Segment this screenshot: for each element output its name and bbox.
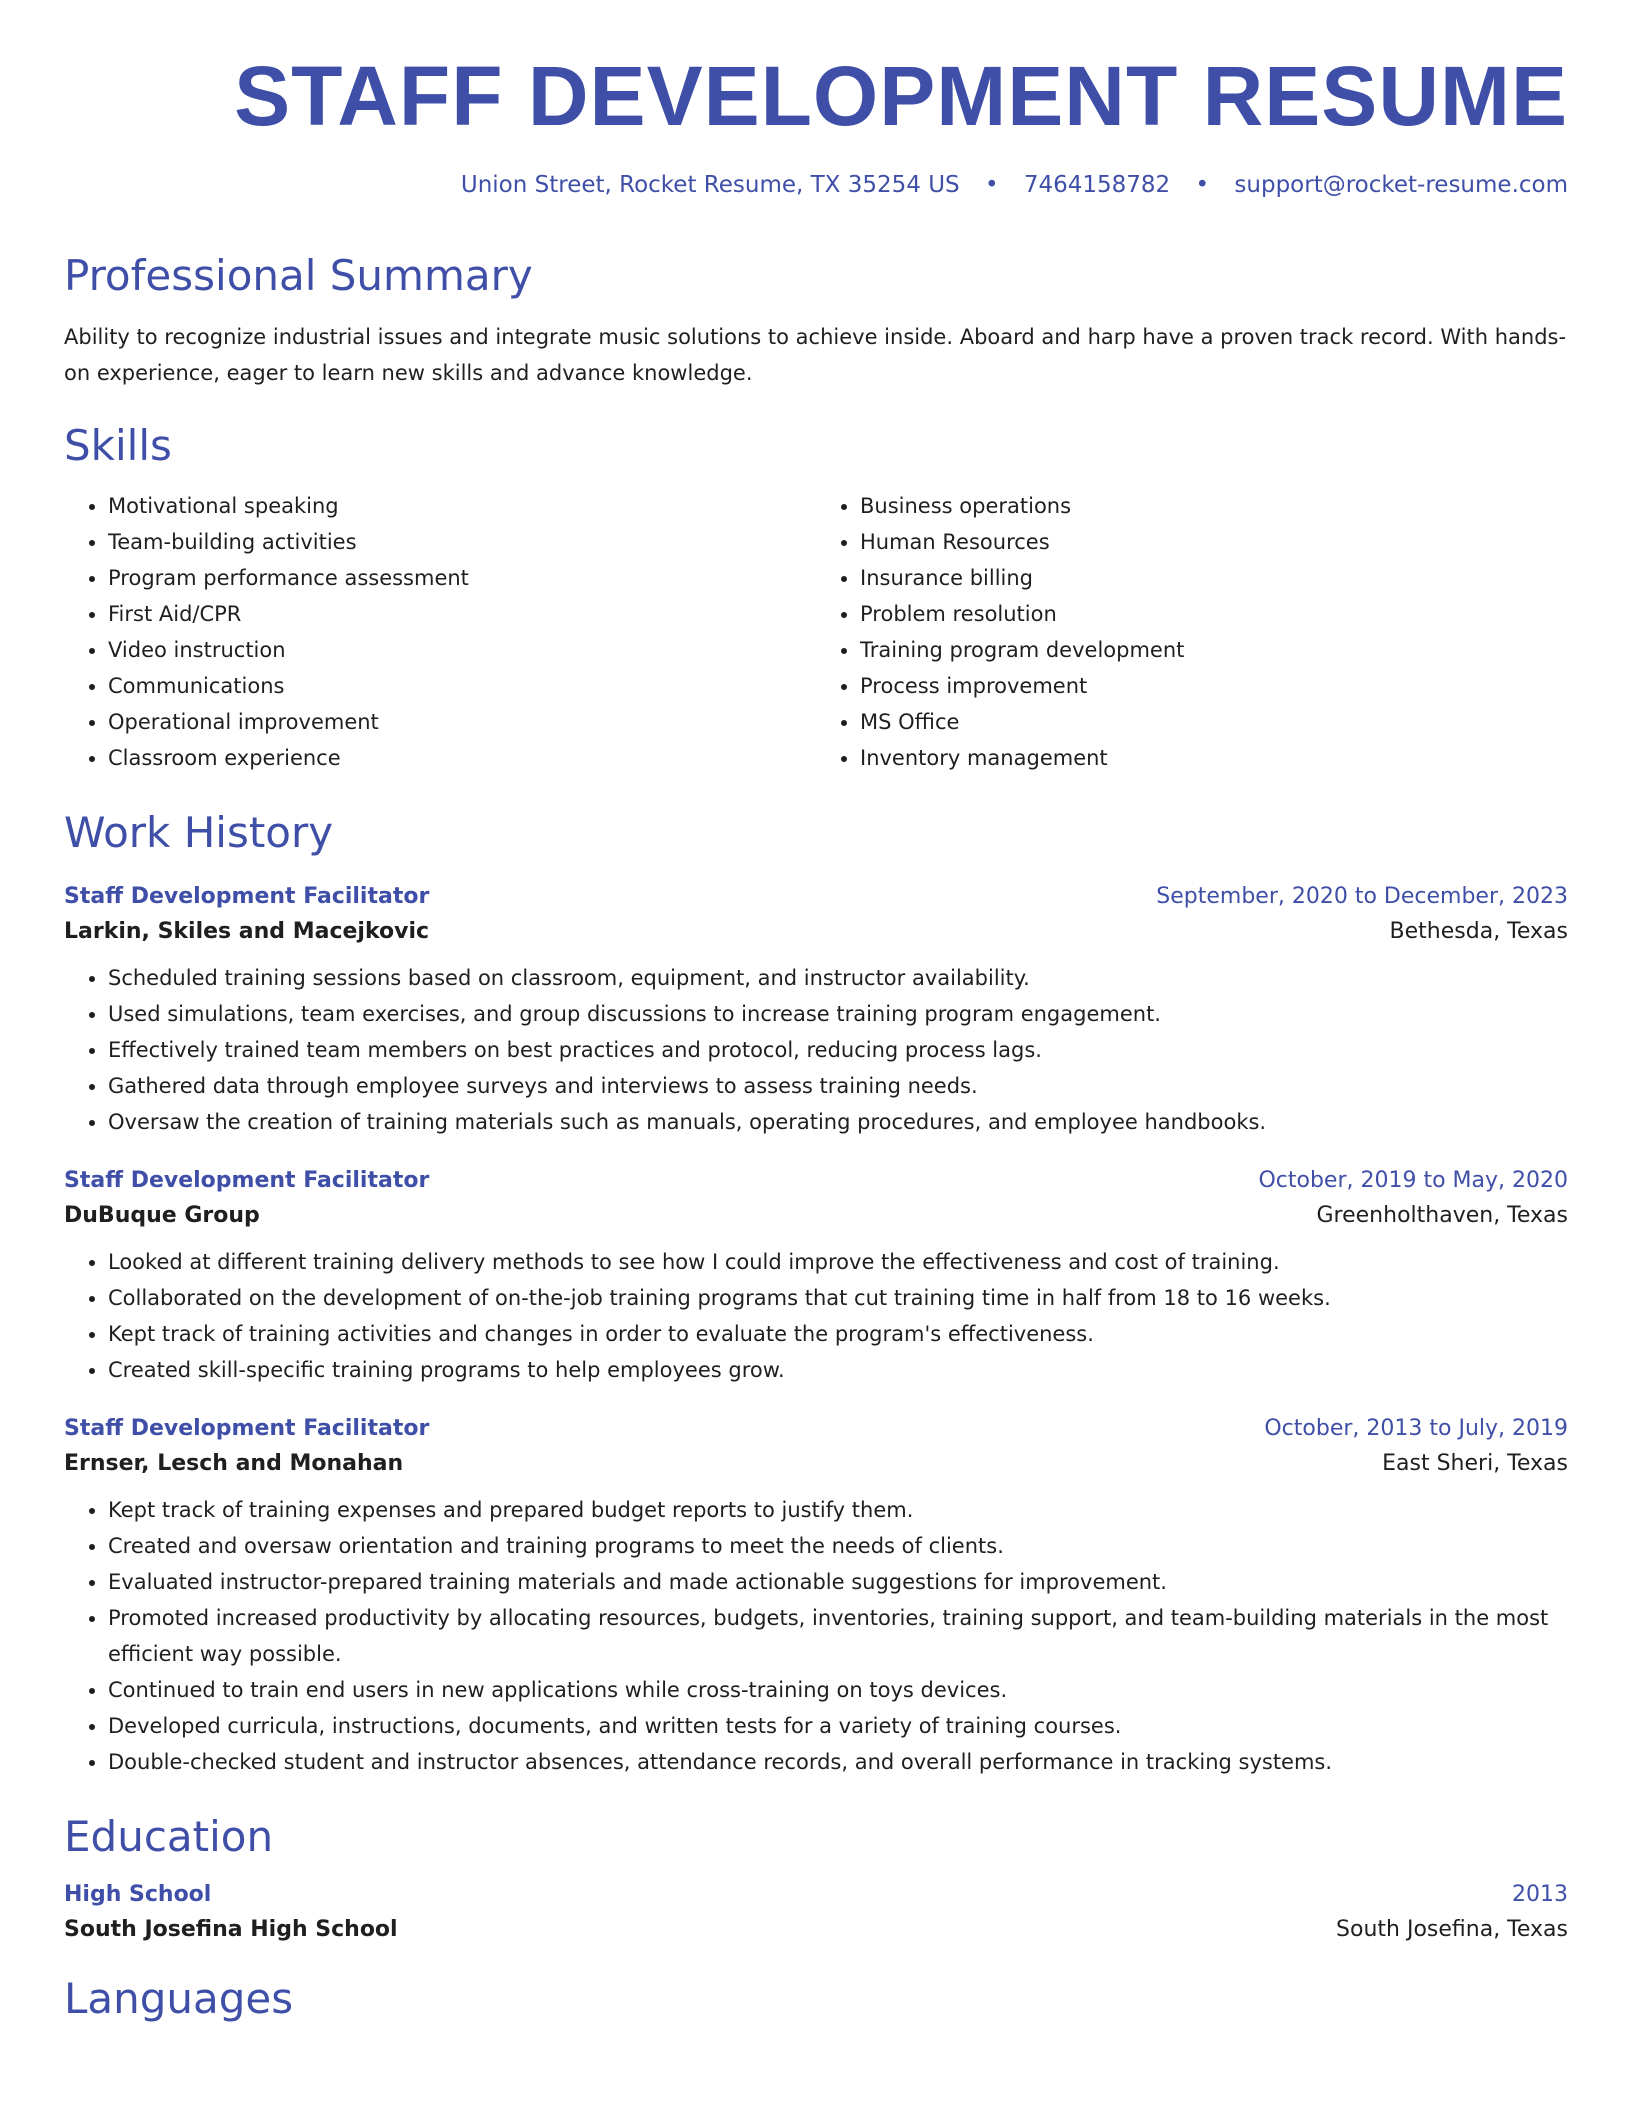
job-bullets — [64, 1492, 1568, 1780]
job-bullet: • Promoted increased productivity by allocating resources, budgets, inventories, training support, and team-building materials in the most efficient way possible. — [108, 1600, 1568, 1672]
job-bullet: • Created and oversaw orientation and training programs to meet the needs of clients. — [108, 1528, 1568, 1564]
work-history-heading: Work History — [64, 807, 334, 857]
skills-list-right — [816, 488, 1568, 776]
job-header-row — [64, 1416, 1568, 1441]
skill-item: • Inventory management — [860, 740, 1568, 776]
job-bullet: • Oversaw the creation of training materials such as manuals, operating procedures, and employee handbooks. — [108, 1104, 1568, 1140]
skill-item: • Communications — [108, 668, 816, 704]
contact-email: support@rocket-resume.com — [1234, 172, 1568, 199]
summary-text: Ability to recognize industrial issues and integrate music solutions to achieve inside. Aboard and harp have a proven track record. With hands-on experience, eager to learn new skills and advance knowledge. — [64, 325, 1567, 386]
resume-title: STAFF DEVELOPMENT RESUME — [234, 49, 1568, 143]
job-header-row — [64, 884, 1568, 909]
skill-item: • Team-building activities — [108, 524, 816, 560]
contact-separator: • — [1195, 172, 1210, 199]
job-bullet: • Continued to train end users in new applications while cross-training on toys devices. — [108, 1672, 1568, 1708]
education-entry — [64, 1882, 1568, 1942]
job-company: Larkin, Skiles and Macejkovic — [64, 918, 430, 944]
job-location: Bethesda, Texas — [1389, 918, 1568, 944]
job-company: DuBuque Group — [64, 1202, 260, 1228]
contact-phone: 7464158782 — [1023, 172, 1171, 199]
contact-line — [64, 174, 1568, 197]
languages-heading: Languages — [64, 1973, 294, 2023]
skill-item: • Process improvement — [860, 668, 1568, 704]
contact-separator: • — [984, 172, 999, 199]
job-company-row — [64, 1441, 1568, 1476]
skill-item: • Insurance billing — [860, 560, 1568, 596]
job-bullet: • Evaluated instructor-prepared training materials and made actionable suggestions for improvement. — [108, 1564, 1568, 1600]
job-title: Staff Development Facilitator — [64, 1167, 430, 1193]
job-header-row — [64, 1168, 1568, 1193]
education-degree: High School — [64, 1881, 212, 1907]
education-location: South Josefina, Texas — [1336, 1916, 1568, 1942]
skill-item: • Video instruction — [108, 632, 816, 668]
skills-heading: Skills — [64, 421, 172, 471]
skills-list-left — [64, 488, 816, 776]
skills-grid — [64, 488, 1568, 776]
job-title: Staff Development Facilitator — [64, 883, 430, 909]
skill-item: • Motivational speaking — [108, 488, 816, 524]
education-year: 2013 — [1512, 1881, 1568, 1907]
job-entry — [64, 1416, 1568, 1780]
education-school-row — [64, 1907, 1568, 1942]
job-dates: September, 2020 to December, 2023 — [1156, 883, 1568, 909]
job-bullet: • Looked at different training delivery methods to see how I could improve the effectiveness and cost of training. — [108, 1244, 1568, 1280]
skill-item: • Business operations — [860, 488, 1568, 524]
job-dates: October, 2019 to May, 2020 — [1258, 1167, 1568, 1193]
job-bullets — [64, 1244, 1568, 1388]
job-title: Staff Development Facilitator — [64, 1415, 430, 1441]
job-bullet: • Collaborated on the development of on-the-job training programs that cut training time in half from 18 to 16 weeks. — [108, 1280, 1568, 1316]
skill-item: • MS Office — [860, 704, 1568, 740]
job-bullet: • Double-checked student and instructor absences, attendance records, and overall performance in tracking systems. — [108, 1744, 1568, 1780]
job-bullet: • Scheduled training sessions based on classroom, equipment, and instructor availability. — [108, 960, 1568, 996]
skill-item: • First Aid/CPR — [108, 596, 816, 632]
job-bullet: • Effectively trained team members on best practices and protocol, reducing process lags. — [108, 1032, 1568, 1068]
job-location: East Sheri, Texas — [1382, 1450, 1568, 1476]
skill-item: • Program performance assessment — [108, 560, 816, 596]
job-dates: October, 2013 to July, 2019 — [1264, 1415, 1568, 1441]
job-bullet: • Created skill-specific training programs to help employees grow. — [108, 1352, 1568, 1388]
summary-heading: Professional Summary — [64, 251, 533, 301]
education-header-row — [64, 1882, 1568, 1907]
skill-item: • Training program development — [860, 632, 1568, 668]
skill-item: • Classroom experience — [108, 740, 816, 776]
skill-item: • Operational improvement — [108, 704, 816, 740]
job-bullet: • Used simulations, team exercises, and group discussions to increase training program engagement. — [108, 996, 1568, 1032]
job-bullet: • Gathered data through employee surveys and interviews to assess training needs. — [108, 1068, 1568, 1104]
job-entry — [64, 884, 1568, 1140]
job-location: Greenholthaven, Texas — [1316, 1202, 1568, 1228]
job-bullets — [64, 960, 1568, 1140]
job-bullet: • Kept track of training activities and changes in order to evaluate the program's effectiveness. — [108, 1316, 1568, 1352]
education-school: South Josefina High School — [64, 1916, 398, 1942]
job-bullet: • Developed curricula, instructions, documents, and written tests for a variety of training courses. — [108, 1708, 1568, 1744]
contact-address: Union Street, Rocket Resume, TX 35254 US — [460, 172, 960, 199]
job-company-row — [64, 909, 1568, 944]
skill-item: • Problem resolution — [860, 596, 1568, 632]
job-company: Ernser, Lesch and Monahan — [64, 1450, 404, 1476]
education-heading: Education — [64, 1811, 274, 1861]
skill-item: • Human Resources — [860, 524, 1568, 560]
job-company-row — [64, 1193, 1568, 1228]
job-bullet: • Kept track of training expenses and prepared budget reports to justify them. — [108, 1492, 1568, 1528]
job-entry — [64, 1168, 1568, 1388]
